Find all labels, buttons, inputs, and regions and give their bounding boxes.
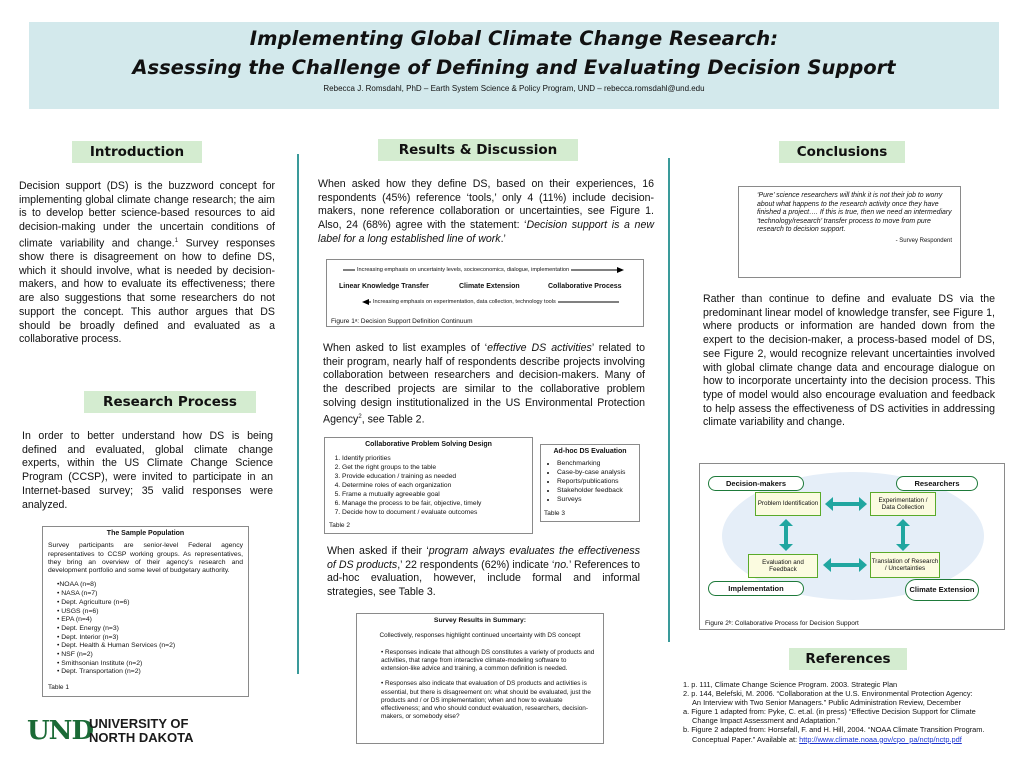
respondent-quote-box bbox=[738, 186, 961, 278]
table-collaborative-design bbox=[324, 437, 533, 534]
section-heading-conclusions: Conclusions bbox=[779, 141, 905, 163]
table3-title: Ad-hoc DS Evaluation bbox=[553, 448, 627, 455]
figure2-problem-identification: Problem Identification bbox=[755, 492, 821, 516]
table2-caption: Table 2 bbox=[329, 521, 350, 529]
table1-intro: Survey participants are senior-level Federal agency representatives to CCSP working groups. As representatives, they bring an overview of their agency's research and development portfolio and some level of budgetary authority. bbox=[48, 542, 243, 575]
und-logo-line2: NORTH DAKOTA bbox=[89, 730, 194, 745]
summary-lead: Collectively, responses highlight continued uncertainty with DS concept bbox=[379, 632, 581, 640]
table1-agency-item: • NSF (n=2) bbox=[57, 651, 93, 659]
section-heading-introduction: Introduction bbox=[72, 141, 202, 163]
und-logo-mark: UND bbox=[27, 716, 93, 746]
table3-items-list bbox=[557, 459, 636, 504]
table1-caption: Table 1 bbox=[48, 683, 69, 691]
figure2-researchers: Researchers bbox=[896, 476, 978, 491]
figure2-implementation: Implementation bbox=[708, 581, 804, 596]
author-line: Rebecca J. Romsdahl, PhD – Earth System Science & Policy Program, UND – rebecca.romsdahl@und.edu bbox=[323, 84, 705, 93]
table3-caption: Table 3 bbox=[544, 509, 565, 517]
column-divider-right bbox=[668, 158, 670, 642]
figure2-arrow-bottom bbox=[823, 558, 867, 572]
summary-bullet-2: • Responses also indicate that evaluation of DS products and activities is essential, but there is disagreement on: what should be evaluated, just the products and / or DS implementation; when and how to evaluate effectiveness; and who should conduct evaluation, researchers, decision-makers, or somebody else? bbox=[381, 680, 591, 720]
table3-item: • Case-by-case analysis bbox=[557, 468, 636, 477]
table3-item: • Surveys bbox=[557, 495, 636, 504]
table1-agency-item: •NOAA (n=8) bbox=[57, 581, 97, 589]
references-list bbox=[683, 680, 1003, 744]
section-heading-research-process: Research Process bbox=[84, 391, 256, 413]
poster-header bbox=[29, 22, 999, 109]
figure2-arrow-left bbox=[779, 519, 793, 551]
reference-2-cont: An Interview with Two Senior Managers.” Public Administration Review, December bbox=[692, 698, 961, 708]
results-paragraph-3: When asked if their ‘program always evaluates the effectiveness of DS products,’ 22 respondents (62%) indicate ‘no.’ References to ad-hoc evaluation, however, include formal and informal strategies, see Table 3. bbox=[327, 545, 640, 599]
figure2-decision-makers: Decision-makers bbox=[708, 476, 804, 491]
reference-a: a. Figure 1 adapted from: Pyke, C. et.al. (in press) “Effective Decision Support for Climate bbox=[683, 707, 976, 717]
figure2-translation: Translation of Research / Uncertainties bbox=[870, 552, 940, 578]
table2-steps-list bbox=[342, 454, 528, 517]
poster-title-line1: Implementing Global Climate Change Research: bbox=[249, 27, 779, 50]
table2-step-item: 1. Identify priorities bbox=[342, 454, 528, 463]
section-heading-results: Results & Discussion bbox=[378, 139, 578, 161]
table1-agency-item: • Dept. Transportation (n=2) bbox=[57, 668, 141, 676]
figure2-arrow-right bbox=[896, 519, 910, 551]
table-adhoc-evaluation bbox=[540, 444, 640, 522]
table2-step-item: 3. Provide education / training as needed bbox=[342, 472, 528, 481]
table2-step-item: 2. Get the right groups to the table bbox=[342, 463, 528, 472]
results-paragraph-1: When asked how they define DS, based on their experiences, 16 respondents (45%) reference ‘tools,’ only 4 (11%) include decision-makers, none reference collaboration or uncertainties, see Figure 1. Also, 24 (68%) agree with the statement: ‘Decision support is a new label for a long established line of work.’ bbox=[318, 178, 654, 245]
reference-b-link[interactable]: http://www.climate.noaa.gov/cpo_pa/nctp/nctp.pdf bbox=[799, 734, 962, 744]
column-divider-left bbox=[297, 154, 299, 674]
table2-step-item: 4. Determine roles of each organization bbox=[342, 481, 528, 490]
figure2-caption: Figure 2ᵇ: Collaborative Process for Decision Support bbox=[705, 620, 859, 627]
summary-title: Survey Results in Summary: bbox=[433, 617, 527, 624]
conclusions-text: Rather than continue to define and evaluate DS via the predominant linear model of knowledge transfer, see Figure 1, where products or information are handed down from the expert to the decision-maker, a process-based model of DS, see Figure 2, would recognize relevant uncertainties involved with global climate change data and encourage dialogue on how to incorporate uncertainty into the decision process. This type of model would also encourage evaluation and feedback to help assess the effectiveness of DS activities in addressing climate variability and change. bbox=[703, 293, 995, 429]
reference-2: 2. p. 144, Belefski, M. 2006. “Collaboration at the U.S. Environmental Protection Agency: bbox=[683, 689, 973, 699]
figure2-arrows bbox=[700, 464, 1006, 631]
table3-item: • Benchmarking bbox=[557, 459, 636, 468]
table3-item: • Reports/publications bbox=[557, 477, 636, 486]
summary-bullet-1: • Responses indicate that although DS constitutes a variety of products and activities, that range from interactive climate-modeling software to extension-like advice and training, a common definition is needed. bbox=[381, 649, 595, 673]
figure1-top-arrow-label: Increasing emphasis on uncertainty levels, socioeconomics, dialogue, implementation bbox=[355, 266, 571, 275]
table1-agency-item: • EPA (n=4) bbox=[57, 616, 92, 624]
figure1-caption: Figure 1ᵃ: Decision Support Definition Continuum bbox=[331, 318, 473, 325]
und-logo bbox=[27, 716, 197, 746]
reference-1: 1. p. 111, Climate Change Science Program. 2003. Strategic Plan bbox=[683, 680, 898, 689]
quote-text: ‘Pure’ science researchers will think it is not their job to worry about what happens to the research activity once they have finished a project…. If this is true, then we need an intermediary ‘technology/research’ transfer process to move from pure research to decision support. bbox=[757, 192, 952, 234]
table2-step-item: 6. Manage the process to be fair, objective, timely bbox=[342, 499, 528, 508]
table1-title: The Sample Population bbox=[106, 530, 185, 537]
reference-b: b. Figure 2 adapted from: Horsefall, F. and H. Hill, 2004. “NOAA Climate Transition Program. bbox=[683, 725, 985, 735]
table2-title: Collaborative Problem Solving Design bbox=[365, 441, 492, 448]
figure2-climate-extension: Climate Extension bbox=[905, 579, 979, 601]
figure1-top-arrowhead bbox=[617, 267, 624, 273]
table1-agency-item: • Dept. Energy (n=3) bbox=[57, 624, 119, 632]
figure2-collaborative-process bbox=[699, 463, 1005, 630]
section-heading-references: References bbox=[789, 648, 907, 670]
poster-title-line2: Assessing the Challenge of Defining and Evaluating Decision Support bbox=[132, 56, 896, 79]
figure1-continuum bbox=[326, 259, 644, 327]
quote-attribution: - Survey Respondent bbox=[895, 237, 952, 244]
results-paragraph-2: When asked to list examples of ‘effective DS activities’ related to their program, nearly half of respondents describe projects involving collaboration between researchers and decision-makers. Many of the described projects are similar to the collaborative problem solving design institutionalized in the US Environmental Protection Agency$^2$, see Table 2. bbox=[323, 342, 645, 426]
figure1-label-extension: Climate Extension bbox=[459, 283, 520, 290]
figure1-label-linear: Linear Knowledge Transfer bbox=[339, 283, 429, 290]
table1-agency-item: • Dept. Agriculture (n=6) bbox=[57, 598, 130, 606]
figure1-label-collaborative: Collaborative Process bbox=[548, 283, 622, 290]
figure1-bottom-arrow-label: Increasing emphasis on experimentation, data collection, technology tools bbox=[371, 298, 558, 307]
und-logo-line1: UNIVERSITY OF bbox=[89, 716, 189, 731]
figure1-bottom-arrowhead bbox=[362, 299, 369, 305]
table1-agency-item: • Dept. Interior (n=3) bbox=[57, 633, 119, 641]
table-sample-population bbox=[42, 526, 249, 697]
reference-b-cont: Conceptual Paper.” Available at: http://www.climate.noaa.gov/cpo_pa/nctp/nctp.pdf bbox=[692, 734, 962, 744]
table2-step-item: 5. Frame a mutually agreeable goal bbox=[342, 490, 528, 499]
table1-agency-list bbox=[57, 581, 243, 677]
table1-agency-item: • Smithsonian Institute (n=2) bbox=[57, 659, 143, 667]
figure2-arrow-top bbox=[825, 497, 867, 511]
reference-a-cont: Change Impact Assessment and Adaptation.” bbox=[692, 716, 840, 726]
table1-agency-item: • NASA (n=7) bbox=[57, 590, 98, 598]
figure2-experimentation: Experimentation / Data Collection bbox=[870, 492, 936, 516]
table3-item: • Stakeholder feedback bbox=[557, 486, 636, 495]
research-process-text: In order to better understand how DS is being defined and evaluated, global climate change experts, within the US Climate Change Science Program (CCSP), were invited to participate in an Internet-based survey; 35 valid responses were analyzed. bbox=[22, 430, 273, 511]
table2-step-item: 7. Decide how to document / evaluate outcomes bbox=[342, 508, 528, 517]
table1-agency-item: • USGS (n=6) bbox=[57, 607, 99, 615]
figure2-evaluation: Evaluation and Feedback bbox=[748, 554, 818, 578]
table1-agency-item: • Dept. Health & Human Services (n=2) bbox=[57, 642, 176, 650]
introduction-text: Decision support (DS) is the buzzword concept for implementing global climate change research; the aim is to develop better science-based resources to aid decision-making under the uncertain conditions of climate variability and change.$^1$ Survey responses show there is disagreement on how to define DS, which it should involve, what is needed by decision-makers, and how to evaluate its effectiveness; there are also suggestions that some researchers do not support the concept. This author argues that DS should be broadly defined and evaluated as a collaborative process. bbox=[19, 180, 275, 346]
survey-summary-box bbox=[356, 613, 604, 744]
